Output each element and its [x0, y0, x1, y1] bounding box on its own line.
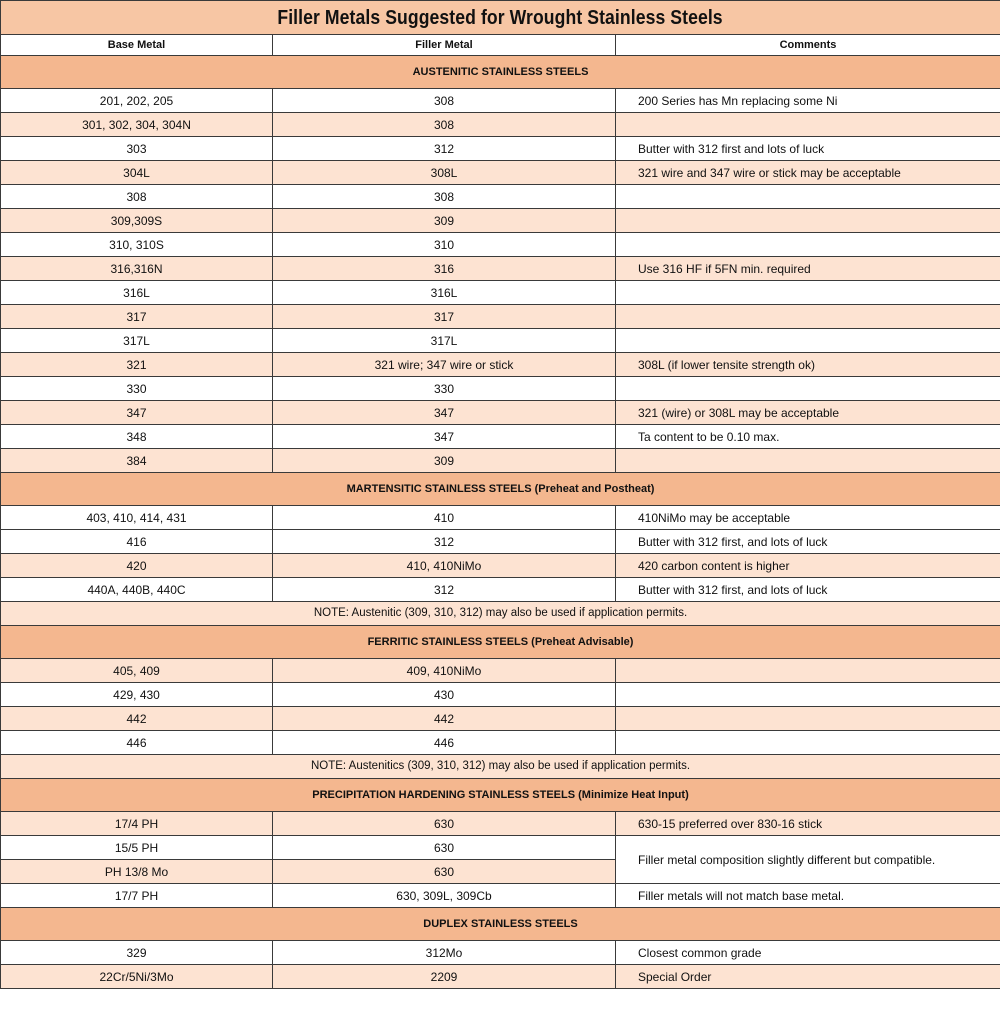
- comment-cell: Butter with 312 first, and lots of luck: [616, 578, 1000, 602]
- filler-metal-cell: 630: [273, 812, 616, 836]
- filler-metal-cell: 308: [273, 89, 616, 113]
- table-row: [1, 185, 1000, 209]
- comment-cell: Use 316 HF if 5FN min. required: [616, 257, 1000, 281]
- base-metal-cell: 317: [1, 305, 273, 329]
- comment-cell: Special Order: [616, 965, 1000, 989]
- table-row: [1, 401, 1000, 425]
- comment-cell: 200 Series has Mn replacing some Ni: [616, 89, 1000, 113]
- filler-metal-cell: 347: [273, 401, 616, 425]
- filler-metal-cell: 446: [273, 731, 616, 755]
- filler-metal-cell: 2209: [273, 965, 616, 989]
- comment-cell: [616, 731, 1000, 755]
- base-metal-cell: 309,309S: [1, 209, 273, 233]
- table-row: [1, 161, 1000, 185]
- filler-metal-cell: 630: [273, 860, 616, 884]
- base-metal-cell: PH 13/8 Mo: [1, 860, 273, 884]
- comment-cell: [616, 683, 1000, 707]
- filler-metal-cell: 312: [273, 530, 616, 554]
- comment-cell: [616, 329, 1000, 353]
- comment-cell: 321 wire and 347 wire or stick may be acceptable: [616, 161, 1000, 185]
- comment-cell: [616, 233, 1000, 257]
- base-metal-cell: 301, 302, 304, 304N: [1, 113, 273, 137]
- table-row: [1, 377, 1000, 401]
- base-metal-cell: 347: [1, 401, 273, 425]
- base-metal-cell: 15/5 PH: [1, 836, 273, 860]
- base-metal-cell: 429, 430: [1, 683, 273, 707]
- base-metal-cell: 308: [1, 185, 273, 209]
- base-metal-cell: 22Cr/5Ni/3Mo: [1, 965, 273, 989]
- table-row: [1, 659, 1000, 683]
- comment-cell: [616, 113, 1000, 137]
- filler-metal-cell: 330: [273, 377, 616, 401]
- base-metal-cell: 416: [1, 530, 273, 554]
- base-metal-cell: 201, 202, 205: [1, 89, 273, 113]
- section-austenitic: [1, 56, 1000, 89]
- header-filler-metal: Filler Metal: [273, 35, 616, 56]
- base-metal-cell: 17/4 PH: [1, 812, 273, 836]
- base-metal-cell: 321: [1, 353, 273, 377]
- filler-metal-cell: 316: [273, 257, 616, 281]
- note-text: NOTE: Austenitic (309, 310, 312) may also be used if application permits.: [1, 602, 1000, 626]
- comment-cell: [616, 449, 1000, 473]
- filler-metal-cell: 442: [273, 707, 616, 731]
- base-metal-cell: 17/7 PH: [1, 884, 273, 908]
- comment-cell: 321 (wire) or 308L may be acceptable: [616, 401, 1000, 425]
- section-heading: FERRITIC STAINLESS STEELS (Preheat Advisable): [1, 626, 1000, 659]
- filler-metal-cell: 630: [273, 836, 616, 860]
- table-row: [1, 812, 1000, 836]
- comment-cell: [616, 185, 1000, 209]
- base-metal-cell: 420: [1, 554, 273, 578]
- section-ferritic: [1, 626, 1000, 659]
- comment-cell: Closest common grade: [616, 941, 1000, 965]
- comment-cell: 420 carbon content is higher: [616, 554, 1000, 578]
- comment-cell: Filler metals will not match base metal.: [616, 884, 1000, 908]
- base-metal-cell: 403, 410, 414, 431: [1, 506, 273, 530]
- table-row: [1, 305, 1000, 329]
- filler-metal-cell: 309: [273, 209, 616, 233]
- table-row: [1, 329, 1000, 353]
- base-metal-cell: 303: [1, 137, 273, 161]
- column-header-row: [1, 35, 1000, 56]
- base-metal-cell: 446: [1, 731, 273, 755]
- table-row: [1, 941, 1000, 965]
- comment-cell: [616, 659, 1000, 683]
- table-row: [1, 683, 1000, 707]
- note-row: [1, 755, 1000, 779]
- base-metal-cell: 329: [1, 941, 273, 965]
- table-row: [1, 836, 1000, 860]
- filler-metal-cell: 321 wire; 347 wire or stick: [273, 353, 616, 377]
- header-comments: Comments: [616, 35, 1000, 56]
- comment-cell: [616, 377, 1000, 401]
- section-heading: PRECIPITATION HARDENING STAINLESS STEELS (Minimize Heat Input): [1, 779, 1000, 812]
- base-metal-cell: 310, 310S: [1, 233, 273, 257]
- filler-metal-cell: 310: [273, 233, 616, 257]
- table-row: [1, 578, 1000, 602]
- base-metal-cell: 304L: [1, 161, 273, 185]
- base-metal-cell: 405, 409: [1, 659, 273, 683]
- filler-metal-cell: 430: [273, 683, 616, 707]
- table-row: [1, 506, 1000, 530]
- base-metal-cell: 330: [1, 377, 273, 401]
- table-row: [1, 257, 1000, 281]
- comment-cell: 410NiMo may be acceptable: [616, 506, 1000, 530]
- table-row: [1, 353, 1000, 377]
- section-duplex: [1, 908, 1000, 941]
- filler-metal-cell: 317: [273, 305, 616, 329]
- filler-metal-cell: 347: [273, 425, 616, 449]
- table-row: [1, 449, 1000, 473]
- table-row: [1, 281, 1000, 305]
- filler-metal-cell: 410, 410NiMo: [273, 554, 616, 578]
- base-metal-cell: 348: [1, 425, 273, 449]
- comment-cell: Filler metal composition slightly different but compatible.: [616, 836, 1000, 884]
- table-row: [1, 89, 1000, 113]
- comment-cell: [616, 305, 1000, 329]
- comment-cell: Butter with 312 first and lots of luck: [616, 137, 1000, 161]
- table-row: [1, 113, 1000, 137]
- filler-metal-cell: 317L: [273, 329, 616, 353]
- header-base-metal: Base Metal: [1, 35, 273, 56]
- filler-metal-cell: 308: [273, 113, 616, 137]
- table-title-row: [1, 1, 1000, 35]
- section-heading: AUSTENITIC STAINLESS STEELS: [1, 56, 1000, 89]
- base-metal-cell: 440A, 440B, 440C: [1, 578, 273, 602]
- section-heading: DUPLEX STAINLESS STEELS: [1, 908, 1000, 941]
- filler-metal-cell: 309: [273, 449, 616, 473]
- comment-cell: [616, 707, 1000, 731]
- filler-metal-cell: 312Mo: [273, 941, 616, 965]
- comment-cell: Ta content to be 0.10 max.: [616, 425, 1000, 449]
- table-row: [1, 707, 1000, 731]
- table-row: [1, 554, 1000, 578]
- base-metal-cell: 316L: [1, 281, 273, 305]
- table-title: Filler Metals Suggested for Wrought Stainless Steels: [1, 1, 1000, 35]
- table-row: [1, 965, 1000, 989]
- filler-metal-cell: 308L: [273, 161, 616, 185]
- table-row: [1, 137, 1000, 161]
- base-metal-cell: 317L: [1, 329, 273, 353]
- table-row: [1, 530, 1000, 554]
- filler-metal-cell: 308: [273, 185, 616, 209]
- note-row: [1, 602, 1000, 626]
- base-metal-cell: 384: [1, 449, 273, 473]
- filler-metal-cell: 409, 410NiMo: [273, 659, 616, 683]
- base-metal-cell: 316,316N: [1, 257, 273, 281]
- table-row: [1, 731, 1000, 755]
- table-row: [1, 209, 1000, 233]
- comment-cell: 630-15 preferred over 830-16 stick: [616, 812, 1000, 836]
- filler-metal-cell: 316L: [273, 281, 616, 305]
- filler-metal-cell: 312: [273, 137, 616, 161]
- note-text: NOTE: Austenitics (309, 310, 312) may also be used if application permits.: [1, 755, 1000, 779]
- section-martensitic: [1, 473, 1000, 506]
- filler-metal-cell: 630, 309L, 309Cb: [273, 884, 616, 908]
- table-row: [1, 425, 1000, 449]
- table-row: [1, 233, 1000, 257]
- comment-cell: [616, 281, 1000, 305]
- comment-cell: 308L (if lower tensite strength ok): [616, 353, 1000, 377]
- filler-metal-cell: 312: [273, 578, 616, 602]
- section-heading: MARTENSITIC STAINLESS STEELS (Preheat and Postheat): [1, 473, 1000, 506]
- table-row: [1, 884, 1000, 908]
- comment-cell: Butter with 312 first, and lots of luck: [616, 530, 1000, 554]
- filler-metal-cell: 410: [273, 506, 616, 530]
- section-precipitation-hardening: [1, 779, 1000, 812]
- comment-cell: [616, 209, 1000, 233]
- base-metal-cell: 442: [1, 707, 273, 731]
